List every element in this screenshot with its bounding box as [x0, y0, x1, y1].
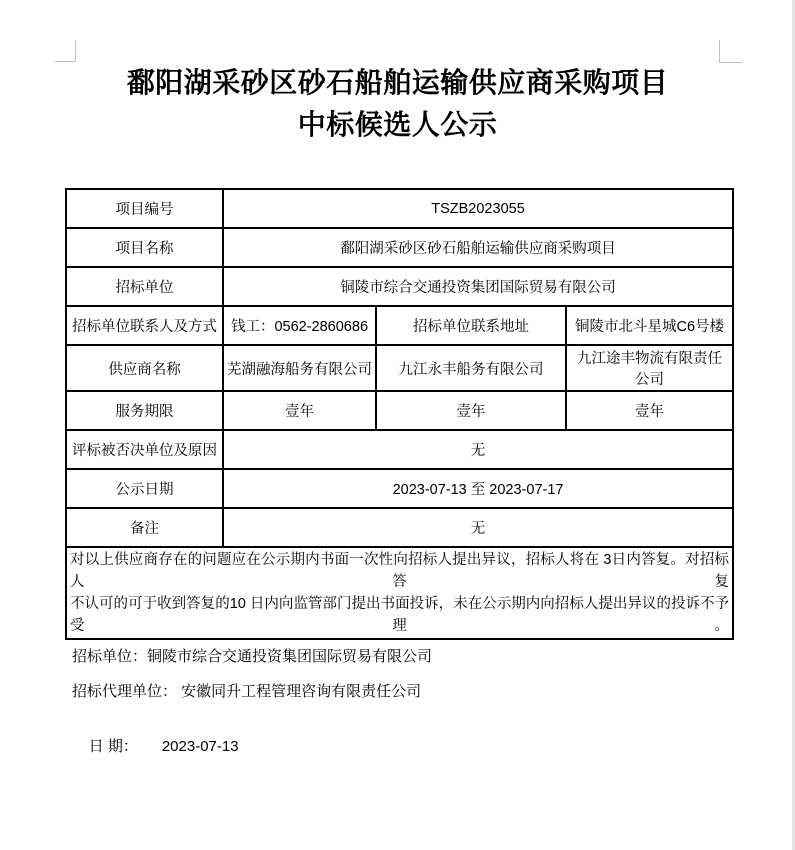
table-row-publicity-period — [66, 469, 733, 508]
cell-address-value: 铜陵市北斗星城C6号楼 — [566, 306, 733, 345]
document-title-line2: 中标候选人公示 — [297, 109, 498, 140]
cell-contact-person: 钱工：0562-2860686 — [223, 306, 376, 345]
signature-block — [72, 647, 432, 792]
footer-date-label: 日 期： — [88, 738, 138, 755]
footer-tender-unit: 招标单位：铜陵市综合交通投资集团国际贸易有限公司 — [72, 648, 433, 665]
table-row-contact — [66, 306, 733, 345]
objection-note-line2: 不认可的可于收到答复的10 日内向监管部门提出书面投诉，未在公示期内向招标人提出异议的投诉不予受理。 — [70, 596, 730, 634]
table-row-project-number — [66, 189, 733, 228]
objection-note-cell — [66, 547, 733, 639]
table-row-remarks — [66, 508, 733, 547]
cell-term-1: 壹年 — [223, 391, 376, 430]
cell-term-2: 壹年 — [376, 391, 566, 430]
cell-label: 供应商名称 — [66, 345, 223, 391]
table-row-project-name — [66, 228, 733, 267]
objection-note-line1: 对以上供应商存在的问题应在公示期内书面一次性向招标人提出异议，招标人将在 3日内答复。对招标人答复 — [70, 552, 730, 590]
crop-mark-top-left — [55, 40, 76, 62]
cell-value: 铜陵市综合交通投资集团国际贸易有限公司 — [223, 267, 733, 306]
footer-agency-unit: 招标代理单位： 安徽同升工程管理咨询有限责任公司 — [72, 683, 422, 700]
table-row-tender-unit — [66, 267, 733, 306]
cell-term-3: 壹年 — [566, 391, 733, 430]
cell-value: 无 — [223, 508, 733, 547]
cell-supplier-2: 九江永丰船务有限公司 — [376, 345, 566, 391]
footer-date-line — [72, 717, 432, 777]
crop-mark-top-right — [719, 40, 742, 63]
table-row-suppliers — [66, 345, 733, 391]
cell-label: 招标单位联系人及方式 — [66, 306, 223, 345]
cell-value: TSZB2023055 — [223, 189, 733, 228]
document-title — [0, 62, 795, 146]
document-title-line1: 鄱阳湖采砂区砂石船舶运输供应商采购项目 — [126, 67, 669, 98]
cell-label: 服务期限 — [66, 391, 223, 430]
footer-date-value: 2023-07-13 — [161, 738, 239, 755]
cell-value: 2023-07-13 至 2023-07-17 — [223, 469, 733, 508]
cell-address-label: 招标单位联系地址 — [376, 306, 566, 345]
cell-label: 备注 — [66, 508, 223, 547]
cell-label: 项目名称 — [66, 228, 223, 267]
cell-label: 招标单位 — [66, 267, 223, 306]
bid-announcement-table — [65, 188, 734, 640]
cell-supplier-1: 芜湖融海船务有限公司 — [223, 345, 376, 391]
table-row-rejected-units — [66, 430, 733, 469]
cell-value: 鄱阳湖采砂区砂石船舶运输供应商采购项目 — [223, 228, 733, 267]
table-row-service-term — [66, 391, 733, 430]
cell-label: 评标被否决单位及原因 — [66, 430, 223, 469]
cell-value: 无 — [223, 430, 733, 469]
table-row-objection-note — [66, 547, 733, 639]
cell-label: 公示日期 — [66, 469, 223, 508]
cell-label: 项目编号 — [66, 189, 223, 228]
cell-supplier-3: 九江途丰物流有限责任公司 — [566, 345, 733, 391]
